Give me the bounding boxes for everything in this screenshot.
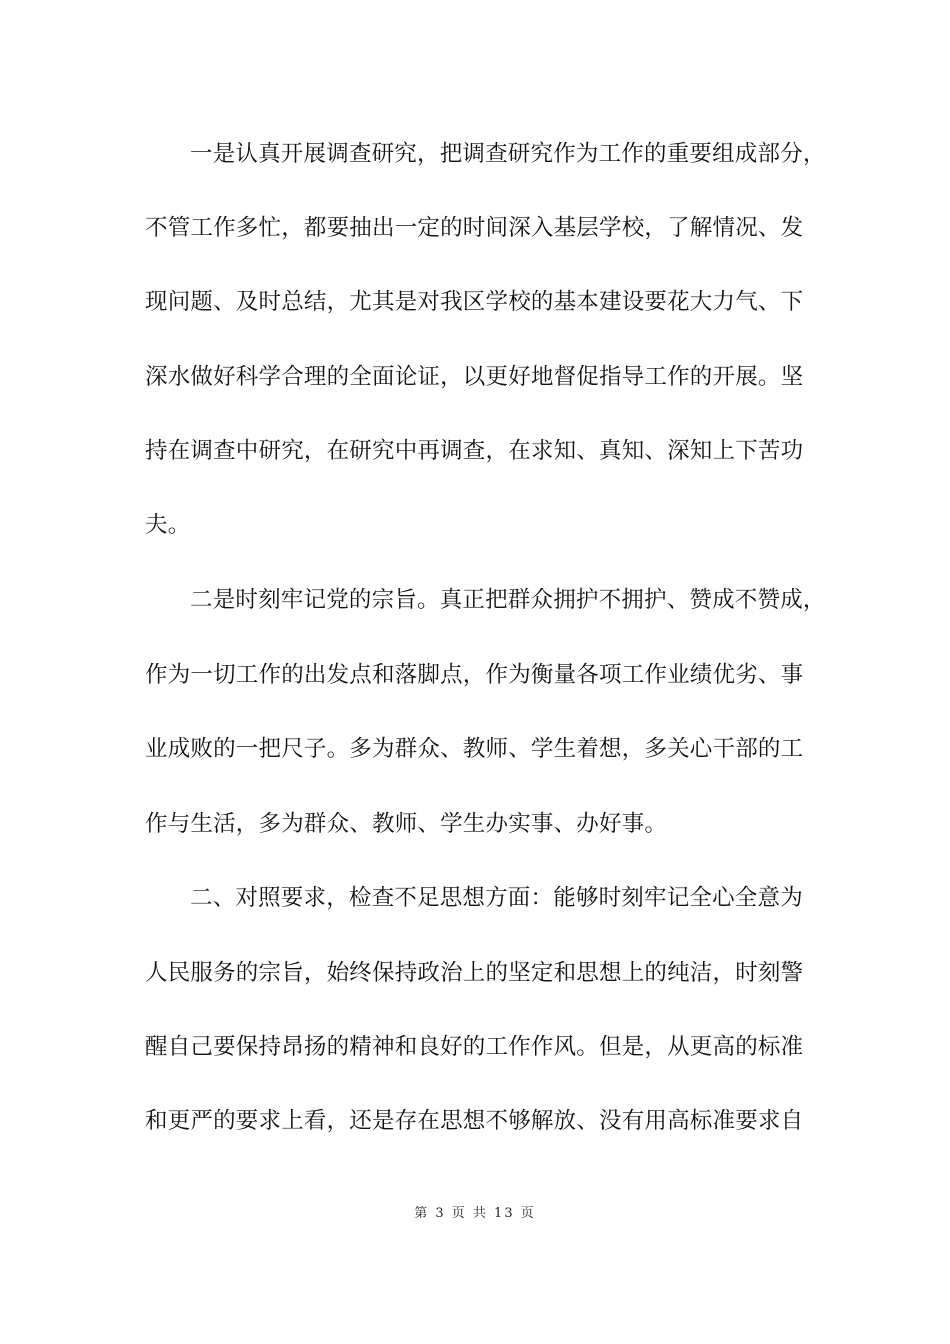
paragraph-2-line-1: 二是时刻牢记党的宗旨。真正把群众拥护不拥护、赞成不赞成， xyxy=(190,587,826,613)
paragraph-1-line-4: 深水做好科学合理的全面论证，以更好地督促指导工作的开展。坚 xyxy=(145,364,804,390)
paragraph-3-line-1: 二、对照要求，检查不足思想方面：能够时刻牢记全心全意为 xyxy=(190,885,803,911)
page-number-footer: 第 3 页 共 13 页 xyxy=(414,1206,536,1221)
paragraph-1-line-6: 夫。 xyxy=(145,512,191,538)
paragraph-1-line-1: 一是认真开展调查研究，把调查研究作为工作的重要组成部分， xyxy=(190,141,826,167)
paragraph-3-line-3: 醒自己要保持昂扬的精神和良好的工作作风。但是，从更高的标准 xyxy=(145,1034,804,1060)
paragraph-1-line-3: 现问题、及时总结，尤其是对我区学校的基本建设要花大力气、下 xyxy=(145,289,804,315)
paragraph-2-line-4: 作与生活，多为群众、教师、学生办实事、办好事。 xyxy=(145,811,668,837)
paragraph-1-line-5: 持在调查中研究，在研究中再调查，在求知、真知、深知上下苦功 xyxy=(145,438,804,464)
paragraph-3-line-2: 人民服务的宗旨，始终保持政治上的坚定和思想上的纯洁，时刻警 xyxy=(145,960,804,986)
paragraph-2-line-3: 业成败的一把尺子。多为群众、教师、学生着想，多关心干部的工 xyxy=(145,736,804,762)
paragraph-3-line-4: 和更严的要求上看，还是存在思想不够解放、没有用高标准要求自 xyxy=(145,1108,804,1134)
paragraph-1-line-2: 不管工作多忙，都要抽出一定的时间深入基层学校，了解情况、发 xyxy=(145,215,804,241)
paragraph-2-line-2: 作为一切工作的出发点和落脚点，作为衡量各项工作业绩优劣、事 xyxy=(145,662,804,688)
